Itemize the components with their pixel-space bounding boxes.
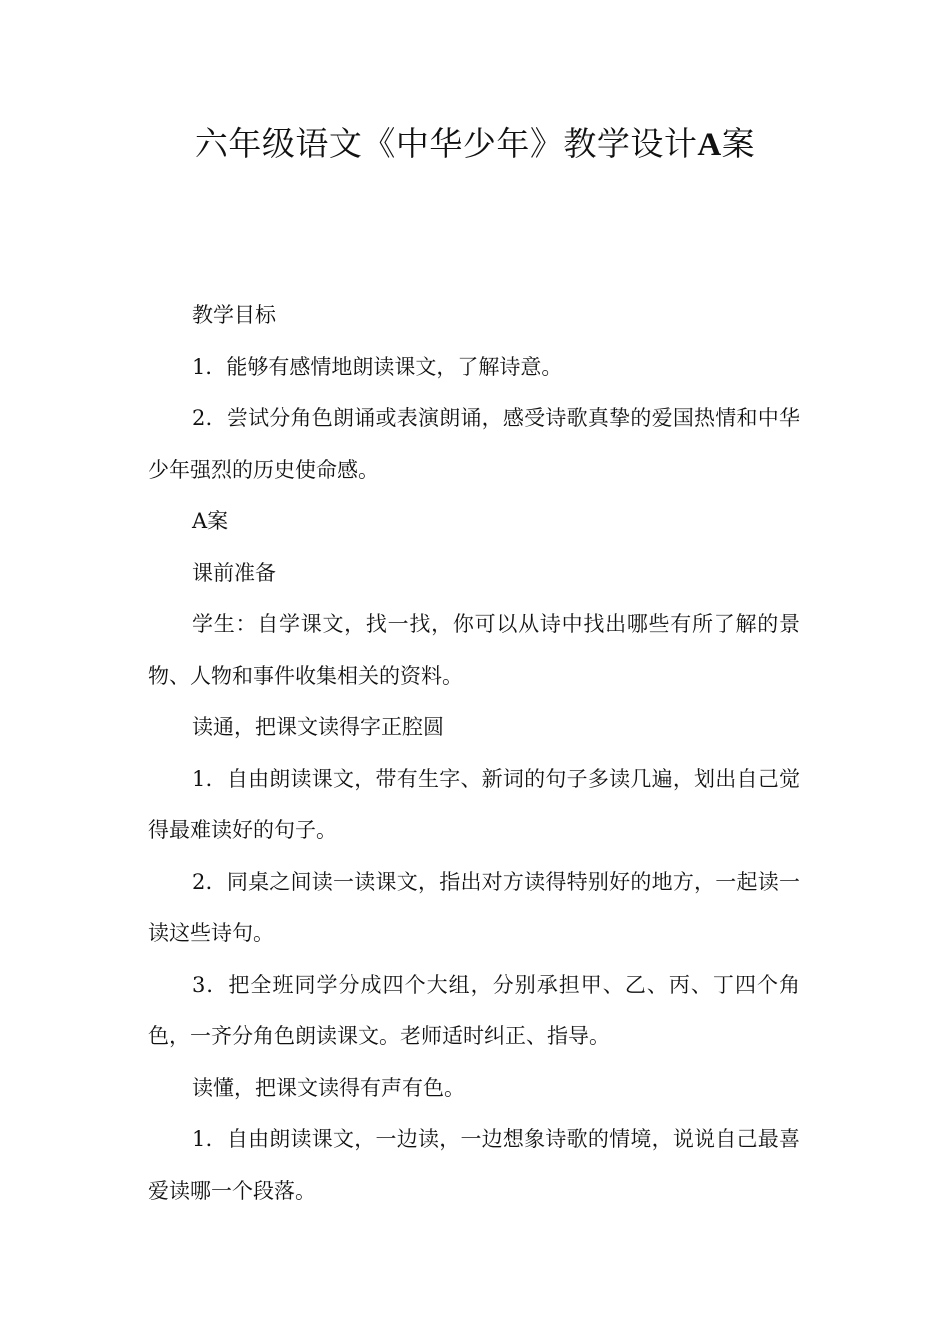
section-heading-read-through: 读通，把课文读得字正腔圆	[192, 715, 444, 739]
paragraph: 1．自由朗读课文，带有生字、新词的句子多读几遍，划出自己觉得最难读好的句子。	[148, 766, 800, 842]
section-heading-plan-a: A案	[192, 509, 229, 533]
title-main: 六年级语文《中华少年》教学设计	[194, 124, 698, 163]
paragraph: 2．同桌之间读一读课文，指出对方读得特别好的地方，一起读一读这些诗句。	[148, 869, 800, 945]
paragraph: 学生：自学课文，找一找，你可以从诗中找出哪些有所了解的景物、人物和事件收集相关的资料。	[148, 612, 800, 688]
paragraph: 1．能够有感情地朗读课文，了解诗意。	[192, 354, 563, 379]
document-body	[148, 290, 800, 1217]
paragraph: 1．自由朗读课文，一边读，一边想象诗歌的情境，说说自己最喜爱读哪一个段落。	[148, 1127, 800, 1203]
section-heading-understand: 读懂，把课文读得有声有色。	[192, 1075, 465, 1100]
paragraph: 2．尝试分角色朗诵或表演朗诵，感受诗歌真挚的爱国热情和中华少年强烈的历史使命感。	[148, 406, 800, 482]
title-suffix: 案	[721, 124, 756, 163]
paragraph: 3．把全班同学分成四个大组，分别承担甲、乙、丙、丁四个角色，一齐分角色朗读课文。老师适时纠正、指导。	[148, 972, 800, 1048]
document-title	[0, 118, 950, 171]
section-heading-objectives: 教学目标	[192, 303, 276, 327]
title-bold-letter: A	[697, 127, 722, 163]
section-heading-preparation: 课前准备	[192, 560, 276, 585]
